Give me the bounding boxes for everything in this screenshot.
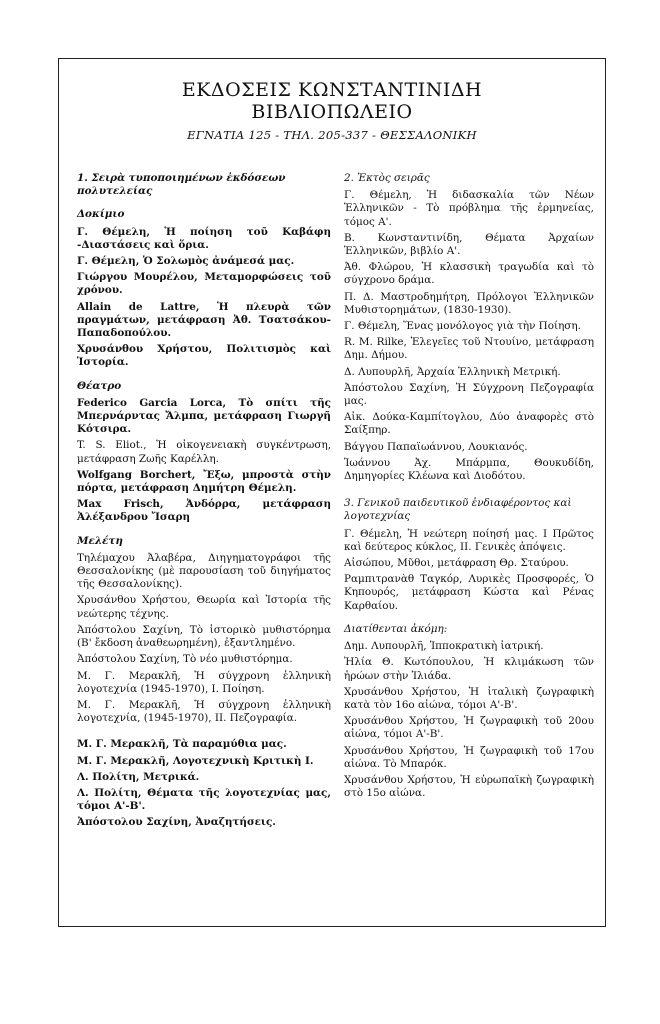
publisher-name: ΕΚΔΟΣΕΙΣ ΚΩΝΣΤΑΝΤΙΝΙΔΗ [181,79,483,101]
list-item: Federico Garcia Lorca, Τὸ σπίτι τῆς Μπερνάρντας Ἄλμπα, μετάφραση Γιωργῆ Κότσιρα. [77,396,331,436]
list-item: Βάγγου Παπαϊωάννου, Λουκιανός. [344,440,528,453]
list-item: Ἀπόστολου Σαχίνη, Τὸ νέο μυθιστόρημα. [77,653,293,666]
series-3-title: 3. Γενικοῦ παιδευτικοῦ ἐνδιαφέροντος καὶ λογοτεχνίας [344,497,572,523]
list-item: Π. Δ. Μαστροδημήτρη, Πρόλογοι Ἑλληνικῶν Μυθιστορημάτων, (1830-1930). [344,290,594,316]
list-item: Allain de Lattre, Ἡ πλευρὰ τῶν πραγμάτων, μετάφραση Ἀθ. Τσατσάκου-Παπαδοπούλου. [77,300,331,340]
list-item: Wolfgang Borchert, Ἔξω, μπροστὰ στὴν πόρτα, μετάφραση Δημήτρη Θέμελη. [77,468,331,495]
list-item: Β. Κωνσταντινίδη, Θέματα Ἀρχαίων Ἑλληνικῶν, βιβλίο Α'. [344,231,594,258]
list-item: Ἀπόστολου Σαχίνη, Ἀναζητήσεις. [77,816,276,829]
list-item: Max Frisch, Ἀνδόρρα, μετάφραση Ἀλέξανδρου Ἴσαρη [77,498,331,524]
list-item: Αἰσώπου, Μῦθοι, μετάφραση Θρ. Σταύρου. [344,557,569,570]
list-item: Ἀπόστολου Σαχίνη, Ἡ Σύγχρονη Πεζογραφία μας. [344,381,594,408]
essays-heading: Δοκίμιο [77,208,125,221]
study-heading: Μελέτη [77,534,123,547]
right-column [344,172,594,803]
list-item: Γ. Θέμελη, Ἕνας μονόλογος γιὰ τὴν Ποίηση. [344,320,581,333]
theatre-heading: Θέατρο [77,379,122,392]
list-item: Μ. Γ. Μερακλῆ, Λογοτεχνικὴ Κριτικὴ Ι. [77,754,314,767]
list-item: Χρυσάνθου Χρήστου, Ἡ ζωγραφικὴ τοῦ 17ου αἰώνα. Τὸ Μπαρόκ. [344,744,594,770]
bookshop-title: ΒΙΒΛΙΟΠΩΛΕΙΟ [251,101,413,123]
list-item: Ἰωάννου Ἀχ. Μπάρμπα, Θουκυδίδη, Δημηγορίες Κλέωνα καὶ Διοδότου. [344,456,594,483]
list-item: Λ. Πολίτη, Θέματα τῆς λογοτεχνίας μας, τόμοι Α'-Β'. [77,786,331,813]
list-item: Ἠλία Θ. Κωτόπουλου, Ἡ κλιμάκωση τῶν ἡρώων στὴν Ἰλιάδα. [344,656,594,682]
series-1-title: 1. Σειρὰ τυποποιημένων ἐκδόσεων πολυτελείας [77,172,286,198]
list-item: Ραμπιτρανὰθ Ταγκόρ, Λυρικὲς Προσφορές, Ὁ Κηπουρός, μετάφραση Κώστα καὶ Ρένας Καρθαίου. [344,573,594,612]
series-2-title: 2. Ἐκτὸς σειρᾶς [344,172,430,184]
catalog-frame [58,58,606,927]
list-item: Ἀπόστολου Σαχίνη, Τὸ ἱστορικὸ μυθιστόρημα (Β' ἔκδοση ἀναθεωρημένη), ἐξαντλημένο. [77,623,331,650]
list-item: Χρυσάνθου Χρήστου, Ἡ ζωγραφικὴ τοῦ 20ου αἰώνα, τόμοι Α'-Β'. [344,715,594,741]
list-item: Μ. Γ. Μερακλῆ, Τὰ παραμύθια μας. [77,738,287,751]
list-item: Γ. Θέμελη, Ἡ νεώτερη ποίησή μας. Ι Πρῶτος καὶ δεύτερος κύκλος, ΙΙ. Γενικὲς ἀπόψεις. [344,527,594,553]
list-item: Αἰκ. Δούκα-Καμπίτογλου, Δύο ἀναφορὲς στὸ Σαίξπηρ. [344,411,594,437]
list-item: Δημ. Λυπουρλῆ, Ἱπποκρατικὴ ἰατρική. [344,640,544,653]
list-item: Γιώργου Μουρέλου, Μεταμορφώσεις τοῦ χρόνου. [77,271,331,297]
list-item: Ἀθ. Φλώρου, Ἡ κλασσικὴ τραγωδία καὶ τὸ σύγχρονο δράμα. [344,261,594,287]
list-item: Δ. Λυπουρλῆ, Ἀρχαία Ἑλληνικὴ Μετρική. [344,365,561,378]
list-item: Μ. Γ. Μερακλῆ, Ἡ σύγχρονη ἑλληνικὴ λογοτεχνία, (1945-1970), ΙΙ. Πεζογραφία. [77,698,331,725]
spacer [77,728,331,738]
list-item: R. M. Rilke, Ἐλεγεῖες τοῦ Ντουίνο, μετάφραση Δημ. Δήμου. [344,336,594,362]
list-item: Λ. Πολίτη, Μετρικά. [77,770,200,783]
list-item: Χρυσάνθου Χρήστου, Ἡ εὐρωπαϊκὴ ζωγραφικὴ στὸ 15ο αἰώνα. [344,773,594,800]
list-item: T. S. Eliot., Ἡ οἰκογενειακὴ συγκέντρωση, μετάφραση Ζωῆς Καρέλλη. [77,439,331,465]
list-item: Τηλέμαχου Ἀλαβέρα, Διηγηματογράφοι τῆς Θεσσαλονίκης (μὲ παρουσίαση τοῦ διηγήματος τῆς Θεσσαλονίκης). [77,551,331,591]
list-item: Γ. Θέμελη, Ἡ ποίηση τοῦ Καβάφη -Διαστάσεις καὶ ὅρια. [77,225,331,251]
list-item: Χρυσάνθου Χρήστου, Πολιτισμὸς καὶ Ἱστορία. [77,343,331,369]
list-item: Χρυσάνθου Χρήστου, Ἡ ἰταλικὴ ζωγραφικὴ κατὰ τὸν 16ο αἰώνα, τόμοι Α'-Β'. [344,685,594,711]
left-column [77,172,331,833]
list-item: Γ. Θέμελη, Ὁ Σολωμὸς ἀνάμεσά μας. [77,255,295,268]
list-item: Γ. Θέμελη, Ἡ διδασκαλία τῶν Νέων Ἑλληνικῶν - Τὸ πρόβλημα τῆς ἑρμηνείας, τόμος Α'. [344,189,594,228]
address-line: ΕΓΝΑΤΙΑ 125 - ΤΗΛ. 205-337 - ΘΕΣΣΑΛΟΝΙΚΗ [187,128,477,142]
list-item: Χρυσάνθου Χρήστου, Θεωρία καὶ Ἱστορία τῆς νεώτερης τέχνης. [77,594,331,620]
list-item: Μ. Γ. Μερακλῆ, Ἡ σύγχρονη ἑλληνικὴ λογοτεχνία (1945-1970), Ι. Ποίηση. [77,669,331,695]
catalog-header [59,79,605,142]
also-available-heading: Διατίθενται ἀκόμη: [344,622,448,635]
